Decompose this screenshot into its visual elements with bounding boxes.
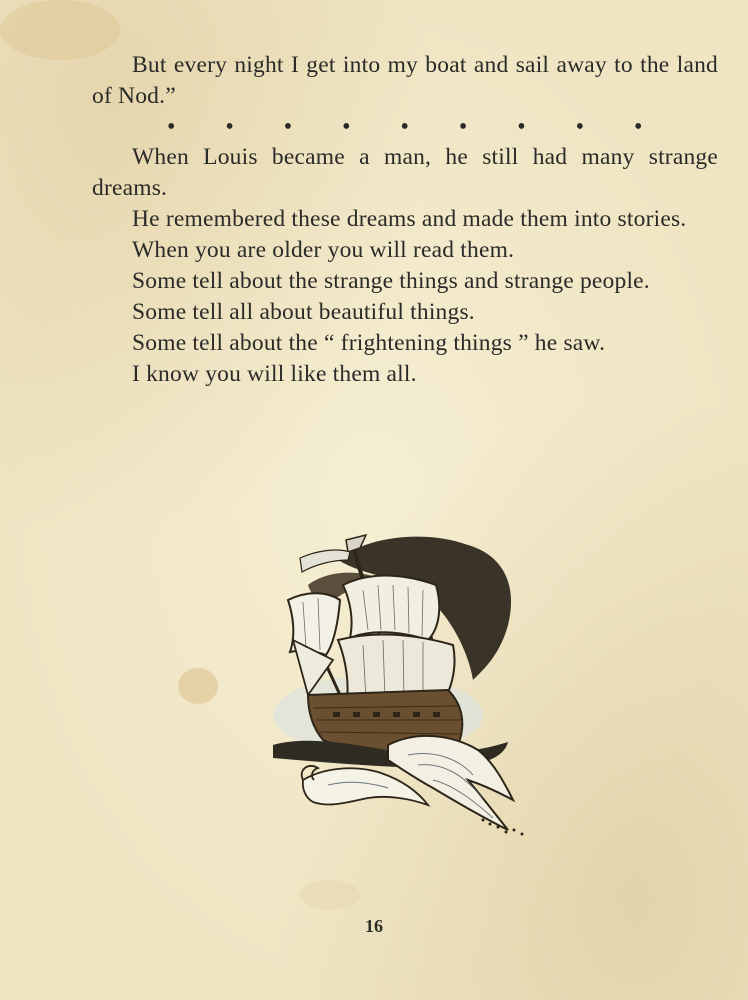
story-paragraph: I know you will like them all. xyxy=(132,361,417,387)
separator-dot: • xyxy=(283,114,293,140)
story-paragraph: But every night I get into my boat and sail away to the land of Nod.” xyxy=(92,52,718,109)
story-text xyxy=(92,50,718,390)
separator-dot: • xyxy=(634,114,643,140)
story-paragraph: Some tell all about beautiful things. xyxy=(132,299,475,325)
separator-dot: • xyxy=(167,114,176,140)
story-paragraph: When Louis became a man, he still had many strange dreams. xyxy=(92,144,718,201)
story-paragraph: Some tell about the strange things and strange people. xyxy=(132,268,650,294)
sailing-ship-illustration xyxy=(268,530,533,840)
separator-dot: • xyxy=(458,114,468,140)
main-sail-upper xyxy=(343,576,439,640)
story-paragraph: When you are older you will read them. xyxy=(132,237,515,263)
separator-dot: • xyxy=(575,114,585,140)
separator-dot: • xyxy=(517,114,526,140)
separator-dot: • xyxy=(342,114,351,140)
separator-dot: • xyxy=(225,114,234,140)
story-paragraph: Some tell about the “ frightening things ” he saw. xyxy=(132,330,606,356)
story-paragraph: He remembered these dreams and made them into stories. xyxy=(132,206,687,232)
page-number: 16 xyxy=(365,916,383,936)
separator-dot: • xyxy=(400,114,410,140)
section-separator xyxy=(92,112,718,142)
paper-stain xyxy=(178,668,218,704)
paper-stain xyxy=(300,880,360,910)
